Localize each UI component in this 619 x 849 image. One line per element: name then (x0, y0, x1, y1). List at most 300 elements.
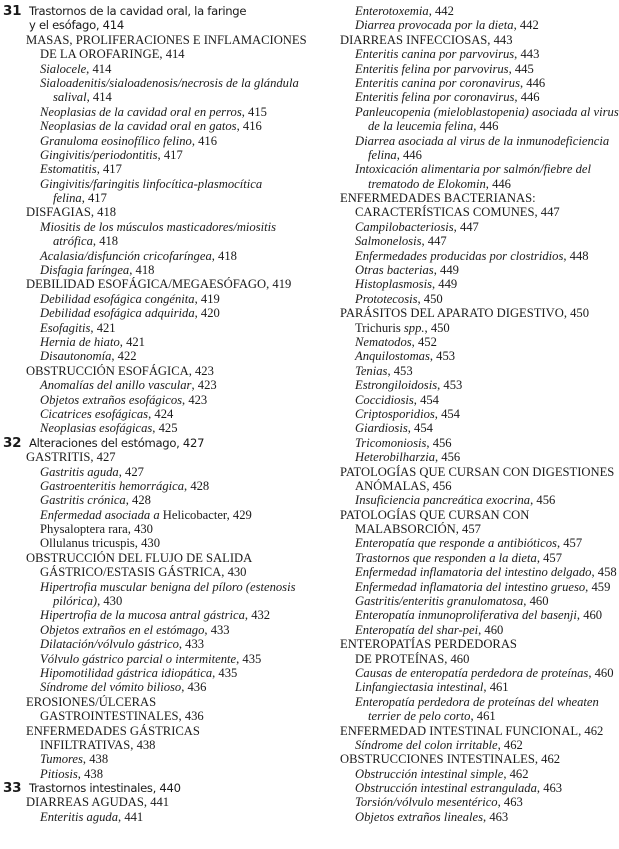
entry-text: , 417 (81, 191, 107, 206)
index-entry (314, 220, 600, 234)
entry-text: , 446 (396, 147, 422, 162)
chapter-number: 31 (3, 3, 22, 19)
entry-text: ENFERMEDAD INTESTINAL FUNCIONAL, 462 (340, 723, 604, 738)
entry-text: GASTROINTESTINALES, 436 (40, 709, 204, 724)
entry-text: GASTRITIS, 427 (26, 450, 116, 465)
index-entry-continued (314, 709, 600, 723)
section-heading-continued (314, 205, 600, 219)
index-entry (0, 652, 300, 666)
entry-text: , 460 (576, 608, 603, 623)
section-heading-continued (0, 738, 300, 752)
index-entry (0, 335, 300, 349)
entry-title-italic: atrófica (53, 234, 93, 249)
entry-text: , 433 (178, 637, 205, 652)
entry-text: Helicobacter, 429 (159, 507, 252, 522)
index-column-left (0, 3, 307, 824)
index-entry (314, 364, 600, 378)
entry-title-italic: terrier de pelo corto (368, 709, 471, 724)
entry-text: , 420 (194, 306, 220, 321)
chapter-heading (0, 781, 300, 795)
index-entry (314, 695, 600, 709)
entry-text: , 419 (194, 291, 220, 306)
entry-text: , 418 (129, 263, 155, 278)
entry-title-italic: Insuficiencia pancreática exocrina (355, 493, 531, 508)
entry-title-italic: Gingivitis/faringitis linfocítica-plasmocítica (40, 176, 263, 191)
entry-title-italic: Objetos extraños esofágicos (40, 392, 183, 407)
entry-title-italic: Enteritis felina por parvovirus (355, 61, 509, 76)
index-entry (314, 234, 600, 248)
index-entry (314, 450, 600, 464)
entry-text: , 457 (536, 550, 562, 565)
entry-text: , 463 (483, 809, 509, 824)
entry-title-italic: Hipomotilidad gástrica idiopática (40, 665, 213, 680)
section-heading (314, 752, 600, 766)
index-entry (0, 536, 300, 550)
entry-title-italic: Enfermedad inflamatoria del intestino delgado (355, 565, 592, 580)
entry-title-italic: Tricomoniosis (355, 435, 427, 450)
entry-title-italic: Enteropatía perdedora de proteínas del wheaten (355, 694, 599, 709)
index-entry (314, 781, 600, 795)
entry-title-italic: Heterobilharzia (355, 450, 435, 465)
entry-title-italic: Objetos extraños lineales (355, 809, 484, 824)
entry-title-italic: Enteropatía que responde a antibióticos (355, 536, 557, 551)
section-heading (314, 306, 600, 320)
entry-text: , 446 (520, 75, 546, 90)
index-entry (314, 738, 600, 752)
entry-text: , 436 (181, 680, 207, 695)
entry-title-italic: Salmonelosis (355, 234, 422, 249)
entry-text: , 453 (387, 363, 413, 378)
entry-text: , 430 (97, 594, 123, 609)
index-entry-continued (0, 191, 300, 205)
entry-text: , 442 (428, 4, 454, 18)
index-entry (0, 162, 300, 176)
entry-text: , 418 (92, 234, 119, 249)
entry-text: , 453 (429, 349, 456, 364)
index-entry-continued (314, 148, 600, 162)
chapter-title: Trastornos de la cavidad oral, la faringe (29, 4, 247, 18)
entry-title-italic: Tumores (40, 752, 83, 767)
index-entry (0, 666, 300, 680)
entry-title-italic: Enfermedades producidas por clostridios (355, 248, 564, 263)
entry-title-italic: Estrongiloidosis (355, 378, 438, 393)
index-entry (314, 594, 600, 608)
entry-title-italic: Obstrucción intestinal estrangulada (355, 781, 537, 796)
entry-text: ANÓMALAS, 456 (355, 478, 452, 493)
index-entry (314, 321, 600, 335)
entry-title-italic: spp. (403, 320, 425, 335)
entry-text: PARÁSITOS DEL APARATO DIGESTIVO, 450 (340, 306, 590, 321)
index-entry (314, 551, 600, 565)
chapter-number: 32 (3, 434, 22, 451)
entry-text: , 414 (86, 90, 112, 105)
entry-title-italic: Gastroenteritis hemorrágica (40, 478, 185, 493)
entry-text: DIARREAS INFECCIOSAS, 443 (340, 32, 513, 47)
entry-title-italic: Disfagia faríngea (40, 263, 130, 278)
entry-text: , 457 (556, 536, 583, 551)
index-entry (314, 810, 600, 824)
entry-text: , 458 (591, 565, 617, 580)
section-heading (314, 637, 600, 651)
entry-text: INFILTRATIVAS, 438 (40, 737, 156, 752)
entry-text: , 415 (241, 104, 267, 119)
entry-title-italic: Anomalías del anillo vascular (40, 378, 192, 393)
entry-title-italic: Coccidiosis (355, 392, 414, 407)
entry-text: , 427 (118, 464, 144, 479)
index-column-right (314, 4, 619, 824)
entry-text: GÁSTRICO/ESTASIS GÁSTRICA, 430 (40, 565, 247, 580)
entry-text: , 425 (152, 421, 178, 436)
index-entry (0, 119, 300, 133)
entry-title-italic: Hernia de hiato (40, 334, 120, 349)
section-heading-continued (0, 47, 300, 61)
entry-text-roman: Trichuris (355, 320, 404, 335)
index-entry (0, 810, 300, 824)
entry-text: DIARREAS AGUDAS, 441 (26, 795, 170, 810)
section-heading (0, 795, 300, 809)
entry-title-italic: Diarrea asociada al virus de la inmunodeficiencia (355, 133, 610, 148)
entry-title-italic: Gastritis/enteritis granulomatosa (355, 594, 524, 609)
index-entry (314, 90, 600, 104)
entry-text: , 446 (485, 176, 511, 191)
index-entry (314, 767, 600, 781)
entry-text: , 446 (473, 119, 499, 134)
index-entry (0, 76, 300, 90)
index-entry (0, 134, 300, 148)
entry-text: , 416 (191, 133, 218, 148)
section-heading (0, 724, 300, 738)
entry-text: ENFERMEDADES BACTERIANAS: (340, 191, 536, 206)
entry-text: DEBILIDAD ESOFÁGICA/MEGAESÓFAGO, 419 (26, 277, 292, 292)
entry-text: , 456 (530, 493, 556, 508)
index-entry (0, 378, 300, 392)
entry-text: , 447 (421, 234, 447, 249)
entry-title-italic: Torsión/vólvulo mesentérico (355, 795, 498, 810)
chapter-heading (0, 436, 300, 450)
index-entry (0, 465, 300, 479)
entry-text: Physaloptera rara, 430 (40, 522, 153, 537)
section-heading-continued (314, 479, 600, 493)
index-entry (0, 580, 300, 594)
entry-title-italic: Granuloma eosinofílico felino (40, 133, 192, 148)
index-entry (0, 608, 300, 622)
entry-title-italic: Gastritis crónica (40, 493, 126, 508)
index-entry (314, 623, 600, 637)
entry-title-italic: Prototecosis (355, 291, 418, 306)
index-entry (0, 148, 300, 162)
entry-text: OBSTRUCCIÓN ESOFÁGICA, 423 (26, 363, 214, 378)
entry-title-italic: Enteritis felina por coronavirus (355, 90, 515, 105)
entry-title-italic: Campilobacteriosis (355, 219, 454, 234)
entry-title-italic: Gastritis aguda (40, 464, 119, 479)
entry-text: , 438 (82, 752, 109, 767)
section-heading-continued (0, 709, 300, 723)
index-entry (314, 665, 614, 680)
entry-title-italic: Sialocele (40, 61, 87, 76)
index-entry-continued (314, 177, 600, 191)
index-entry (314, 608, 603, 623)
section-heading (0, 364, 300, 378)
entry-text: , 433 (204, 622, 230, 637)
index-entry (0, 508, 300, 522)
entry-title-italic: trematodo de Elokomin (368, 176, 486, 191)
index-entry (0, 62, 300, 76)
entry-text: , 456 (435, 450, 461, 465)
entry-text: , 424 (148, 406, 174, 421)
entry-text: , 417 (96, 162, 122, 177)
index-entry (314, 277, 600, 291)
index-entry (314, 436, 600, 450)
entry-text: Ollulanus tricuspis, 430 (40, 536, 160, 551)
index-entry (0, 637, 300, 651)
entry-title-italic: Vólvulo gástrico parcial o intermitente (40, 651, 237, 666)
entry-title-italic: Enterotoxemia (355, 4, 429, 18)
entry-title-italic: Sialoadenitis/sialoadenosis/necrosis de la glándula (40, 75, 299, 90)
index-entry (314, 335, 600, 349)
entry-text: , 441 (118, 809, 144, 824)
entry-title-italic: Cicatrices esofágicas (40, 406, 149, 421)
section-heading (0, 551, 300, 565)
entry-text: , 428 (125, 493, 151, 508)
entry-text: , 463 (497, 795, 523, 810)
section-heading (314, 723, 604, 738)
index-entry (0, 680, 300, 694)
entry-title-italic: Neoplasias de la cavidad oral en gatos (40, 119, 237, 134)
entry-text: , 414 (86, 61, 112, 76)
index-entry (0, 767, 300, 781)
entry-text: , 432 (244, 608, 271, 623)
index-entry (314, 393, 600, 407)
index-entry-continued (314, 119, 600, 133)
index-entry (0, 407, 300, 421)
index-entry (314, 292, 600, 306)
index-entry (314, 104, 619, 119)
entry-text: , 460 (478, 622, 504, 637)
index-entry (314, 565, 617, 580)
section-heading (0, 277, 300, 291)
index-entry (314, 795, 600, 809)
entry-text: , 418 (211, 248, 237, 263)
entry-title-italic: pilórica) (53, 594, 98, 609)
entry-text: , 460 (588, 665, 614, 680)
entry-title-italic: Enteritis aguda (40, 809, 119, 824)
index-entry (314, 579, 611, 594)
index-entry (314, 349, 600, 363)
entry-title-italic: de la leucemia felina (368, 119, 474, 134)
entry-title-italic: Hipertrofia muscular benigna del píloro (estenosis (40, 579, 296, 594)
entry-title-italic: Obstrucción intestinal simple (355, 766, 504, 781)
entry-text: , 459 (585, 579, 611, 594)
entry-title-italic: Debilidad esofágica adquirida (40, 306, 195, 321)
entry-title-italic: Histoplasmosis (355, 277, 432, 292)
entry-title-italic: Anquilostomas (355, 349, 430, 364)
entry-text: , 461 (483, 680, 509, 695)
entry-text: , 462 (503, 766, 529, 781)
index-entry-continued (0, 234, 300, 248)
entry-text: , 450 (424, 320, 450, 335)
entry-title-italic: Dilatación/vólvulo gástrico (40, 637, 179, 652)
section-heading (0, 205, 300, 219)
section-heading (314, 508, 600, 522)
entry-title-italic: Disautonomía (40, 349, 112, 364)
index-entry (0, 421, 300, 435)
section-heading (0, 32, 307, 47)
index-entry (0, 220, 300, 234)
index-entry (314, 421, 600, 435)
entry-text: , 454 (434, 406, 460, 421)
entry-title-italic: Síndrome del colon irritable (355, 737, 498, 752)
entry-title-italic: Enteritis canina por coronavirus (355, 75, 520, 90)
entry-text: , 423 (182, 392, 208, 407)
entry-text: PATOLOGÍAS QUE CURSAN CON (340, 507, 530, 522)
entry-text: , 417 (157, 147, 183, 162)
entry-title-italic: Síndrome del vómito bilioso (40, 680, 182, 695)
entry-text: OBSTRUCCIÓN DEL FLUJO DE SALIDA (26, 550, 253, 565)
index-entry (314, 378, 600, 392)
entry-title-italic: Debilidad esofágica congénita (40, 291, 195, 306)
entry-text: DE LA OROFARINGE, 414 (40, 47, 185, 62)
entry-text: , 454 (407, 421, 433, 436)
chapter-heading-continued (0, 18, 300, 32)
index-entry (0, 623, 300, 637)
entry-text: , 421 (119, 334, 145, 349)
entry-text: ENTEROPATÍAS PERDEDORAS (340, 637, 517, 652)
entry-title-italic: Criptosporidios (355, 406, 435, 421)
entry-text: , 461 (470, 709, 496, 724)
entry-title-italic: Neoplasias de la cavidad oral en perros (40, 104, 242, 119)
index-entry (0, 479, 300, 493)
entry-text: , 422 (111, 349, 137, 364)
entry-text: , 462 (497, 737, 523, 752)
entry-title-italic: Giardiosis (355, 421, 408, 436)
chapter-title: Trastornos intestinales, 440 (29, 781, 181, 796)
entry-text: y el esófago, 414 (29, 18, 124, 33)
index-entry (0, 321, 300, 335)
section-heading (314, 191, 600, 205)
entry-text: , 428 (184, 478, 210, 493)
entry-title-italic: Tenias (355, 363, 388, 378)
index-entry (0, 393, 300, 407)
entry-text: ENFERMEDADES GÁSTRICAS (26, 723, 200, 738)
entry-title-italic: Enteropatía del shar-pei (355, 622, 479, 637)
index-entry (0, 105, 300, 119)
index-entry (314, 407, 600, 421)
entry-text: , 416 (236, 119, 262, 134)
entry-text: , 445 (508, 61, 534, 76)
index-entry (314, 536, 600, 550)
entry-text: DE PROTEÍNAS, 460 (355, 651, 470, 666)
index-entry (314, 493, 600, 507)
entry-text: , 453 (437, 378, 463, 393)
index-entry-continued (0, 594, 300, 608)
entry-text: , 446 (514, 90, 540, 105)
entry-title-italic: Neoplasias esofágicas (40, 421, 153, 436)
entry-text: MALABSORCIÓN, 457 (355, 522, 481, 537)
index-entry (0, 752, 300, 766)
entry-text: DISFAGIAS, 418 (26, 205, 117, 220)
entry-text: , 423 (191, 378, 217, 393)
chapter-number: 33 (3, 780, 22, 797)
index-entry (314, 162, 600, 176)
section-heading-continued (314, 652, 600, 666)
index-entry (314, 249, 600, 263)
entry-text: , 463 (536, 781, 563, 796)
section-heading-continued (314, 522, 600, 536)
entry-text: MASAS, PROLIFERACIONES E INFLAMACIONES (26, 32, 307, 47)
entry-title-italic: felina (53, 191, 82, 206)
entry-text: EROSIONES/ÚLCERAS (26, 694, 157, 709)
entry-title-italic: Enteritis canina por parvovirus (355, 47, 515, 62)
index-entry (0, 249, 300, 263)
entry-title-italic: Otras bacterias (355, 263, 434, 278)
entry-title-italic: Enfermedad inflamatoria del intestino grueso (355, 579, 586, 594)
index-entry (314, 62, 600, 76)
chapter-heading (0, 4, 300, 18)
index-entry (314, 263, 600, 277)
index-entry (314, 47, 600, 61)
chapter-title: Alteraciones del estómago, 427 (29, 435, 205, 450)
entry-text: OBSTRUCCIONES INTESTINALES, 462 (340, 752, 561, 767)
entry-title-italic: Diarrea provocada por la dieta (355, 18, 514, 33)
entry-text: , 447 (453, 219, 479, 234)
section-heading-continued (0, 565, 300, 579)
entry-text: PATOLOGÍAS QUE CURSAN CON DIGESTIONES (340, 464, 615, 479)
index-entry (0, 177, 300, 191)
index-entry (314, 680, 600, 694)
entry-title-italic: Linfangiectasia intestinal (355, 680, 484, 695)
index-entry (314, 133, 610, 148)
entry-text: , 438 (77, 766, 103, 781)
index-entry (0, 263, 300, 277)
index-entry (314, 4, 600, 18)
entry-title-italic: Gingivitis/periodontitis (40, 147, 158, 162)
index-entry (0, 292, 300, 306)
entry-title-italic: Intoxicación alimentaria por salmón/fiebre del (355, 162, 591, 177)
entry-title-italic: Enteropatía inmunoproliferativa del basenji (355, 608, 577, 623)
entry-title-italic: Hipertrofia de la mucosa antral gástrica (40, 608, 245, 623)
entry-text: , 454 (413, 392, 439, 407)
entry-title-italic: Trastornos que responden a la dieta (355, 550, 537, 565)
entry-text: , 443 (514, 47, 540, 62)
entry-title-italic: Pitiosis (40, 766, 78, 781)
entry-text: , 450 (417, 291, 443, 306)
entry-title-italic: Acalasia/disfunción cricofaríngea (40, 248, 212, 263)
index-entry (314, 76, 600, 90)
entry-title-italic: Enfermedad asociada a (40, 507, 160, 522)
entry-title-italic: Causas de enteropatía perdedora de proteínas (355, 665, 589, 680)
index-entry (0, 306, 300, 320)
entry-title-italic: Estomatitis (40, 162, 97, 177)
entry-text: , 435 (212, 665, 238, 680)
entry-text: , 449 (433, 263, 459, 278)
entry-title-italic: Objetos extraños en el estómago (40, 622, 205, 637)
index-entry (314, 18, 600, 32)
entry-title-italic: Panleucopenia (mieloblastopenia) asociada al virus (355, 104, 619, 119)
section-heading (0, 695, 300, 709)
section-heading (314, 464, 615, 479)
entry-text: , 449 (431, 277, 458, 292)
section-heading (314, 33, 600, 47)
entry-text: , 448 (563, 248, 589, 263)
entry-text: , 456 (426, 435, 452, 450)
entry-title-italic: Nematodos (355, 334, 412, 349)
section-heading (0, 450, 300, 464)
entry-text: , 442 (513, 18, 539, 33)
index-entry-continued (0, 90, 300, 104)
entry-title-italic: Esofagitis (40, 320, 91, 335)
entry-text: , 460 (523, 594, 549, 609)
entry-title-italic: Miositis de los músculos masticadores/miositis (40, 219, 277, 234)
